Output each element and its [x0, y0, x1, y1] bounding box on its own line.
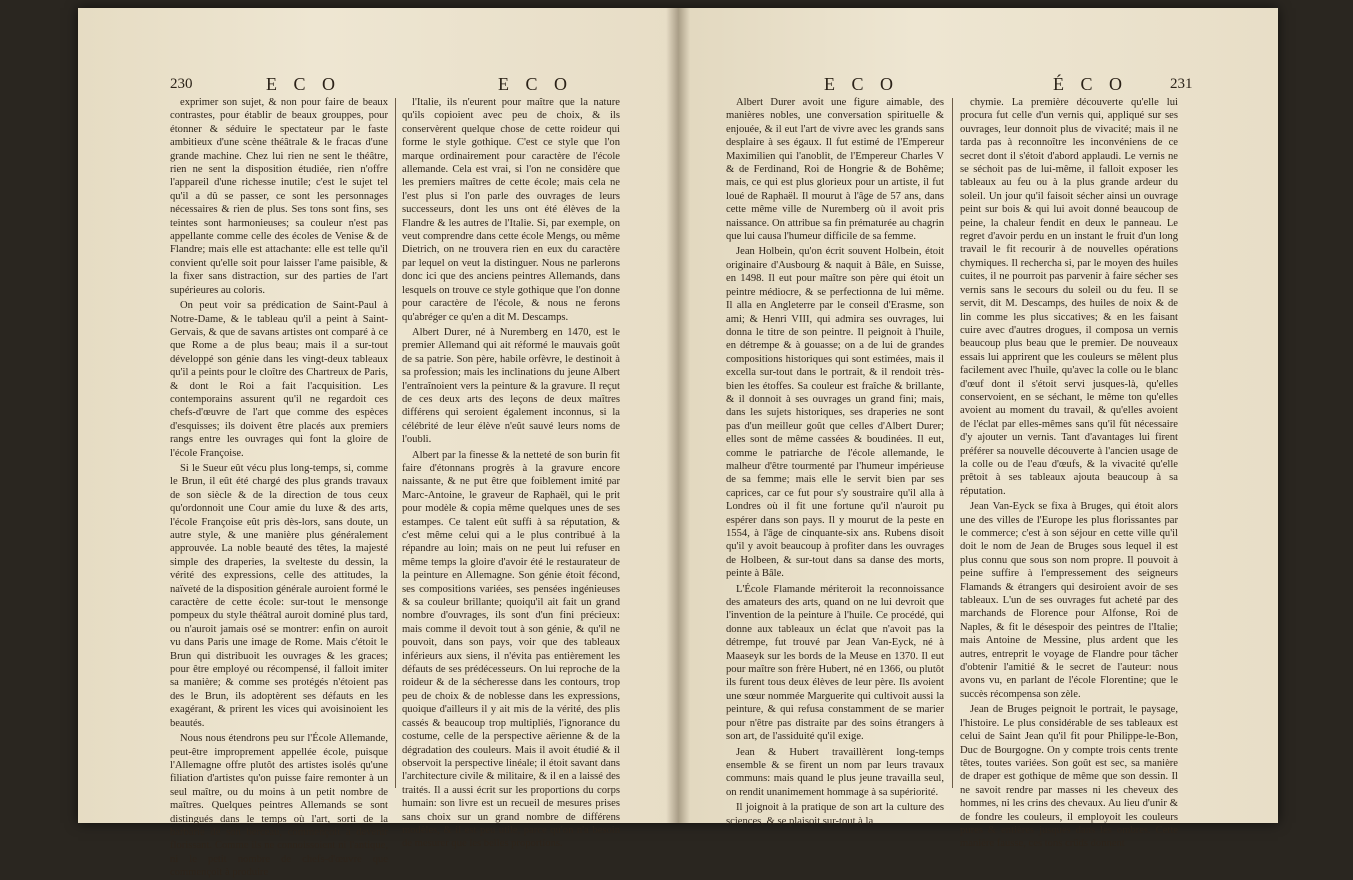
book-spread — [78, 8, 1278, 879]
paragraph: chymie. La première découverte qu'elle lui procura fut celle d'un vernis qui, appliqué sur ses ouvrages, leur donnoit plus de vivacité; mais il ne tarda pas à reconnoître les inconvéniens de ce secret dont il s'étoit d'abord applaudi. Le vernis ne se séchoit pas de lui-même, il falloit exposer les tableaux au feu ou à la plus grande ardeur du soleil. Un jour qu'il faisoit sécher ainsi un ouvrage peint sur bois & qui lui avoit donné beaucoup de peine, la chaleur fendit en deux le panneau. Le regret d'avoir perdu en un instant le fruit d'un long travail le fit recourir à de nouvelles opérations chymiques. Il rechercha si, par le moyen des huiles cuites, il ne pourroit pas parvenir à faire sécher ses vernis sans le secours du soleil ou du feu. Il se servit, dit M. Descamps, des huiles de noix & de lin comme les plus siccatives; & en les faisant cuire avec d'autres drogues, il composa un vernis beaucoup plus beau que le premier. De nouveaux essais lui apprirent que les couleurs se mêlent plus facilement avec l'huile, qu'avec la colle ou le blanc d'œuf dont il s'étoit servi jusques-là, qu'elles conservoient, en se séchant, le même ton qu'elles avoient au moment du travail, & qu'elles avoient de l'éclat par elles-mêmes sans qu'il fût nécessaire d'y ajouter un vernis. Tant d'avantages lui firent préférer sa nouvelle découverte à l'ancien usage de la colle ou de l'eau d'œufs, & la vivacité qu'elle prêtoit à ses tableaux ajouta beaucoup à sa réputation. — [960, 97, 1178, 497]
paragraph: Albert Durer, né à Nuremberg en 1470, est le premier Allemand qui ait réformé le mauvais goût de sa patrie. Son père, habile orfèvre, le destinoit à sa profession; mais les inclinations du jeune Albert l'entraînoient vers la peinture & la gravure. Il reçut de ces deux arts des leçons de deux maîtres différens qui seroient également inconnus, si la célébrité de leur élève n'eût sauvé leurs noms de l'oubli. — [402, 326, 620, 446]
paragraph: Il joignoit à la pratique de son art la culture des sciences, & se plaisoit sur-tout à la — [726, 802, 944, 827]
running-head: E C O — [498, 74, 573, 94]
right-page — [678, 8, 1278, 850]
paragraph: Jean & Hubert travaillèrent long-temps ensemble & se firent un nom par leurs travaux communs: mais quand le plus jeune travailla seul, on rendit unanimement hommage à sa supériorité. — [726, 746, 944, 798]
left-page-header — [78, 74, 678, 96]
page-number: 230 — [170, 76, 193, 92]
book-gutter — [666, 8, 690, 823]
page-number: 231 — [1170, 76, 1193, 92]
running-head: E C O — [266, 74, 341, 94]
right-page-header — [678, 74, 1278, 96]
text-column — [170, 96, 388, 879]
text-column — [960, 96, 1178, 850]
column-rule — [952, 98, 953, 788]
paragraph: Jean Van-Eyck se fixa à Bruges, qui étoit alors une des villes de l'Europe les plus florissantes par le commerce; c'est à son séjour en cette ville qu'il doit le nom de Jean de Bruges sous lequel il est plus connu que sous son nom propre. Il pouvoit à peine suffire à l'empressement des seigneurs Flamands & étrangers qui desiroient avoir de ses tableaux. L'un de ses ouvrages fut acheté par des marchands de Florence pour Alfonse, Roi de Naples, & fit le désespoir des peintres de l'Italie; mais Antoine de Messine, plus ardent que les autres, entreprit le voyage de Flandre pour tâcher d'obtenir l'amitié & le secret de l'auteur: nous avons vu, en parlant de l'école Florentine; que le succès récompensa son zèle. — [960, 501, 1178, 700]
paragraph: Albert par la finesse & la netteté de son burin fit faire d'étonnans progrès à la gravure encore naissante, & ne put être que foiblement imité par Marc-Antoine, le graveur de Raphaël, qui le prit pour modèle & copia même quelques unes de ses estampes. Ce talent eût suffi à sa réputation, & c'est même celui qui a le plus contribué à la répandre au loin; mais on ne peut lui refuser en même temps la gloire d'avoir été le restaurateur de la peinture en Allemagne. Son génie étoit fécond, ses compositions variées, ses pensées ingénieuses & sa couleur brillante; quoiqu'il ait fait un grand nombre d'ouvrages, ils sont d'un fini précieux: mais comme il devoit tout à son génie, & qu'il ne pouvoit, dans son pays, voir que des tableaux inférieurs aux siens, il n'évita pas entièrement les défauts de ses prédécesseurs. On lui reproche de la roideur & de la sécheresse dans les contours, trop peu de choix & de noblesse dans les expressions, quoique d'ailleurs il y ait mis de la vérité, des plis cassés & beaucoup trop multipliés, l'ignorance du costume, celle de la perspective aërienne & de la dégradation des couleurs. Mais il avoit étudié & il observoit la perspective linéale; il étoit savant dans l'architecture civile & militaire, & il en a laissé des traités. Il a aussi écrit sur les proportions du corps humain: son livre est un recueil de mesures prises sans choix sur un grand nombre de différens modèles, & il est peu utile, parce qu'on n'a besoin de mesurer que les belles proportions. — [402, 449, 620, 850]
paragraph: exprimer son sujet, & non pour faire de beaux contrastes, pour établir de beaux grouppes, pour étonner & séduire le spectateur par le faste ambitieux d'une scène théâtrale & le fracas d'une grande machine. Chez lui rien ne sent le théâtre, rien ne sent la disposition étudiée, rien n'offre l'appareil d'une richesse inutile; c'est le sujet tel qu'il a dû se passer, ce sont les personnages nécessaires & rien de plus. Ses tons sont fins, ses teintes sont harmonieuses; sa couleur n'est pas appellante comme celle des écoles de Venise & de Flandre; mais elle est attachante: elle est telle qu'il convient qu'elle soit pour laisser l'ame paisible, & la fixer sans distraction, sur des parties de l'art supérieures au coloris. — [170, 97, 388, 296]
paragraph: Nous nous étendrons peu sur l'École Allemande, peut-être improprement appellée école, puisque l'Allemagne offre plutôt des artistes isolés qu'une filiation d'artistes qu'on puisse faire remonter à un seul maître, ou du moins à un petit nombre de maîtres. Quelques peintres Allemands se sont distingués dans le temps où l'art, sorti de la barbarie de son berceau, commençoit à devenir florissant. Comme ils ne connoissoient ni l'antique, ni le petit nombre de chefs-d'œuvre que commençoit à produire — [170, 733, 388, 879]
paragraph: Albert Durer avoit une figure aimable, des manières nobles, une conversation spirituelle & enjouée, & il eut l'art de vivre avec les grands sans desplaire à ses égaux. Il fut estimé de l'Empereur Maximilien qui l'anoblit, de l'Empereur Charles V & de Ferdinand, Roi de Hongrie & de Bohême; mais, ce qui est plus glorieux pour un artiste, il fut loué de Raphaël. Il mourut à l'âge de 57 ans, dans cette même ville de Nuremberg où il avoit pris naissance. On attribue sa fin prématurée au chagrin que lui causa l'humeur difficile de sa femme. — [726, 97, 944, 243]
running-head: E C O — [824, 74, 899, 94]
text-column — [726, 96, 944, 827]
text-column — [402, 96, 620, 850]
paragraph: L'École Flamande mériteroit la reconnoissance des amateurs des arts, quand on ne lui devroit que l'invention de la peinture à l'huile. Ce procédé, qui donne aux tableaux un éclat que n'avoit pas la détrempe, fut trouvé par Jean Van-Eyck, né à Maaseyk sur les bords de la Meuse en 1370. Il eut pour maître son frère Hubert, né en 1366, ou plutôt ils furent tous deux élèves de leur père. Ils avoient une sœur nommée Marguerite qui cultivoit aussi la peinture, & qui refusa constamment de se marier pour n'être pas distraite par des soins étrangers à son art, de l'assiduité qu'il exige. — [726, 583, 944, 743]
paragraph: Si le Sueur eût vécu plus long-temps, si, comme le Brun, il eût été chargé des plus grands travaux de son siècle & de la direction de tous ceux qu'ordonnoit une Cour amie du luxe & des arts, l'école Françoise eût pris dès-lors, sans doute, un autre style, & une manière plus généralement approuvée. La noble beauté des têtes, la majesté simple des draperies, la svelteste du dessin, la vérité des expressions, celle des attitudes, la naïveté de la disposition générale auroient formé le caractère de cette école: sur-tout le mensonge pompeux du style théâtral auroit dominé plus tard, ou n'auroit jamais osé se montrer: enfin on auroit vu dans Paris une image de Rome. Mais c'étoit le Brun qui distribuoit les ouvrages & les graces; pour être employé ou récompensé, il falloit imiter sa manière; & comme ses protégés n'étoient pas des le Brun, ils adoptèrent ses défauts en les exagérant, & prirent les vices qui avoisinoient les beautés. — [170, 462, 388, 729]
paragraph: On peut voir sa prédication de Saint-Paul à Notre-Dame, & le tableau qu'il a peint à Saint-Gervais, & que de savans artistes ont comparé à ce que Rome a de plus beau; mais il a sur-tout développé son génie dans les vingt-deux tableaux qu'il a peints pour le cloître des Chartreux de Paris, & dont le Roi a fait l'acquisition. Les contemporains assurent qu'il ne regardoit ces chefs-d'œuvre de l'art que comme des espèces d'esquisses; ils doivent être placés aux premiers rangs entre les ouvrages qui font la gloire de l'école Françoise. — [170, 300, 388, 459]
paragraph: l'Italie, ils n'eurent pour maître que la nature qu'ils copioient avec peu de choix, & ils conservèrent quelque chose de cette roideur qui forme le style gothique. C'est ce style que l'on marque ordinairement pour caractère de l'école allemande. Cela est vrai, si l'on ne considère que les premiers maîtres de cette école; mais cela ne l'est plus si l'on parle des ouvrages de leurs successeurs, dont les uns ont été élèves de la Flandre & les autres de l'Italie. Si, par exemple, on veut comprendre dans cette école Mengs, ou même Dietrich, on ne trouvera rien en eux du caractère par lequel on veut la distinguer. Nous ne parlerons donc ici que des anciens peintres Allemands, dans lesquels on trouve ce style gothique que l'on donne pour caractère de l'école, & nous ne ferons qu'abréger ce qu'en a dit M. Descamps. — [402, 97, 620, 323]
running-head: É C O — [1053, 74, 1128, 94]
left-page — [78, 8, 678, 879]
paragraph: Jean Holbein, qu'on écrit souvent Holbein, étoit originaire d'Ausbourg & naquit à Bâle, en Suisse, en 1498. Il eut pour maître son père qui étoit un peintre médiocre, & se perfectionna de lui même. Il alla en Angleterre par le conseil d'Erasme, son ami; & Henri VIII, qui admira ses ouvrages, lui donna le titre de son peintre. Il peignoit à l'huile, en détrempe & à gouasse; on a de lui de grandes compositions historiques qui sont estimées, mais il excella sur-tout dans le portrait, & il rendoit très-bien les étoffes. Sa couleur est fraîche & brillante, & il donnoit à ses ouvrages un grand fini; mais, dans les sujets historiques, ses draperies ne sont pas d'un meilleur goût que celles d'Albert Durer; elles sont de même cassées & boudinées. Il eut, comme le patriarche de l'école allemande, le malheur d'être tourmenté par l'humeur impérieuse de sa femme; mais elle le servit bien par ses caprices, car ce fut pour s'y soustraire qu'il alla à Londres où il fit une fortune qu'il n'auroit pu espérer dans son pays. Il y mourut de la peste en 1554, à l'âge de cinquante-six ans. Rubens disoit qu'il y avoit beaucoup à profiter dans les ouvrages de Holbeen, & sur-tout dans sa danse des morts, peinte à Bâle. — [726, 246, 944, 580]
column-rule — [395, 98, 396, 788]
paragraph: Jean de Bruges peignoit le portrait, le paysage, l'histoire. Le plus considérable de ses tableaux est celui de Saint Jean qu'il fit pour Philippe-le-Bon, Duc de Bourgogne. On y compte trois cents trente têtes, toutes variées. Son goût est sec, sa manière de draper est gothique de même que son dessin. Il ne savoit rendre par masses ni les cheveux des hommes, ni les crins des chevaux. Au lieu d'unir & de fondre les couleurs, il employoit les couleurs pures & entières jusques dans les ombres. Cette manière fausse, ces tons crûds donnent — [960, 704, 1178, 850]
